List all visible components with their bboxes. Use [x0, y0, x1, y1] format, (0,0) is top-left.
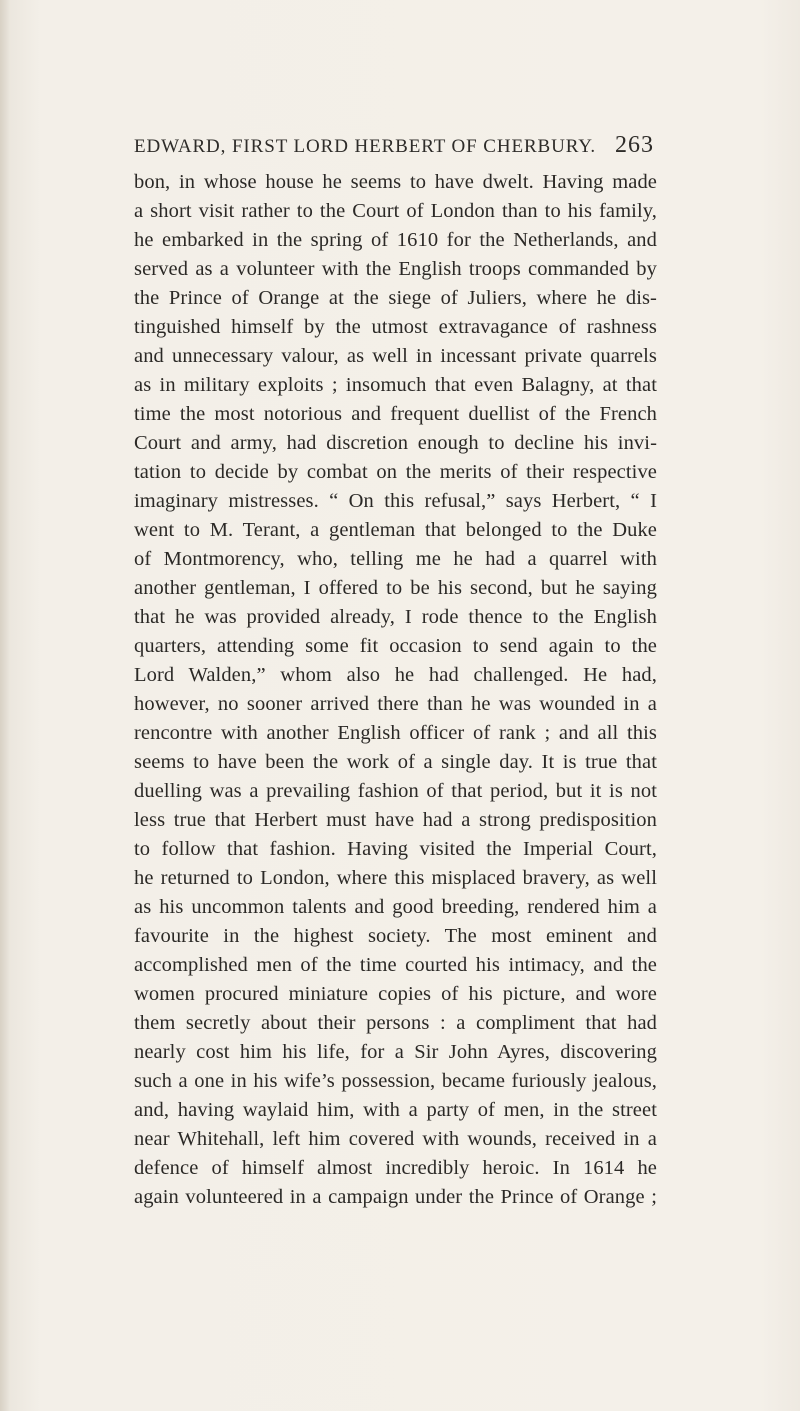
text-line: of Montmorency, who, telling me he had a quarrel with: [134, 548, 657, 570]
text-line: accomplished men of the time courted his intimacy, and the: [134, 954, 657, 976]
text-line: favourite in the highest society. The most eminent and: [134, 925, 657, 947]
text-line: a short visit rather to the Court of London than to his family,: [134, 200, 657, 222]
text-line: defence of himself almost incredibly heroic. In 1614 he: [134, 1157, 657, 1179]
text-line: such a one in his wife’s possession, became furiously jealous,: [134, 1070, 657, 1092]
text-line: went to M. Terant, a gentleman that belonged to the Duke: [134, 519, 657, 541]
text-line: that he was provided already, I rode thence to the English: [134, 606, 657, 628]
text-line: them secretly about their persons : a compliment that had: [134, 1012, 657, 1034]
text-line: bon, in whose house he seems to have dwelt. Having made: [134, 171, 657, 193]
text-line: time the most notorious and frequent duellist of the French: [134, 403, 657, 425]
page-number: 263: [615, 132, 654, 158]
text-line: Lord Walden,” whom also he had challenged. He had,: [134, 664, 657, 686]
text-line: he returned to London, where this misplaced bravery, as well: [134, 867, 657, 889]
text-line: to follow that fashion. Having visited the Imperial Court,: [134, 838, 657, 860]
text-line: tinguished himself by the utmost extravagance of rashness: [134, 316, 657, 338]
running-head-title: EDWARD, FIRST LORD HERBERT OF CHERBURY.: [134, 136, 597, 157]
text-line: seems to have been the work of a single day. It is true that: [134, 751, 657, 773]
text-line: again volunteered in a campaign under the Prince of Orange ;: [134, 1186, 657, 1208]
page-gutter-shadow: [0, 0, 10, 1411]
text-line: served as a volunteer with the English troops commanded by: [134, 258, 657, 280]
text-line: as in military exploits ; insomuch that even Balagny, at that: [134, 374, 657, 396]
text-line: tation to decide by combat on the merits of their respective: [134, 461, 657, 483]
text-line: nearly cost him his life, for a Sir John Ayres, discovering: [134, 1041, 657, 1063]
text-line: and, having waylaid him, with a party of men, in the street: [134, 1099, 657, 1121]
text-line: the Prince of Orange at the siege of Juliers, where he dis-: [134, 287, 657, 309]
text-line: women procured miniature copies of his picture, and wore: [134, 983, 657, 1005]
text-line: and unnecessary valour, as well in incessant private quarrels: [134, 345, 657, 367]
text-line: rencontre with another English officer of rank ; and all this: [134, 722, 657, 744]
body-text: [134, 168, 657, 1212]
text-line: quarters, attending some fit occasion to send again to the: [134, 635, 657, 657]
text-line: duelling was a prevailing fashion of that period, but it is not: [134, 780, 657, 802]
text-line: however, no sooner arrived there than he was wounded in a: [134, 693, 657, 715]
running-head: [134, 132, 654, 162]
text-line: imaginary mistresses. “ On this refusal,” says Herbert, “ I: [134, 490, 657, 512]
text-line: as his uncommon talents and good breeding, rendered him a: [134, 896, 657, 918]
text-line: he embarked in the spring of 1610 for the Netherlands, and: [134, 229, 657, 251]
text-line: Court and army, had discretion enough to decline his invi-: [134, 432, 657, 454]
text-line: another gentleman, I offered to be his second, but he saying: [134, 577, 657, 599]
text-line: near Whitehall, left him covered with wounds, received in a: [134, 1128, 657, 1150]
text-line: less true that Herbert must have had a strong predisposition: [134, 809, 657, 831]
